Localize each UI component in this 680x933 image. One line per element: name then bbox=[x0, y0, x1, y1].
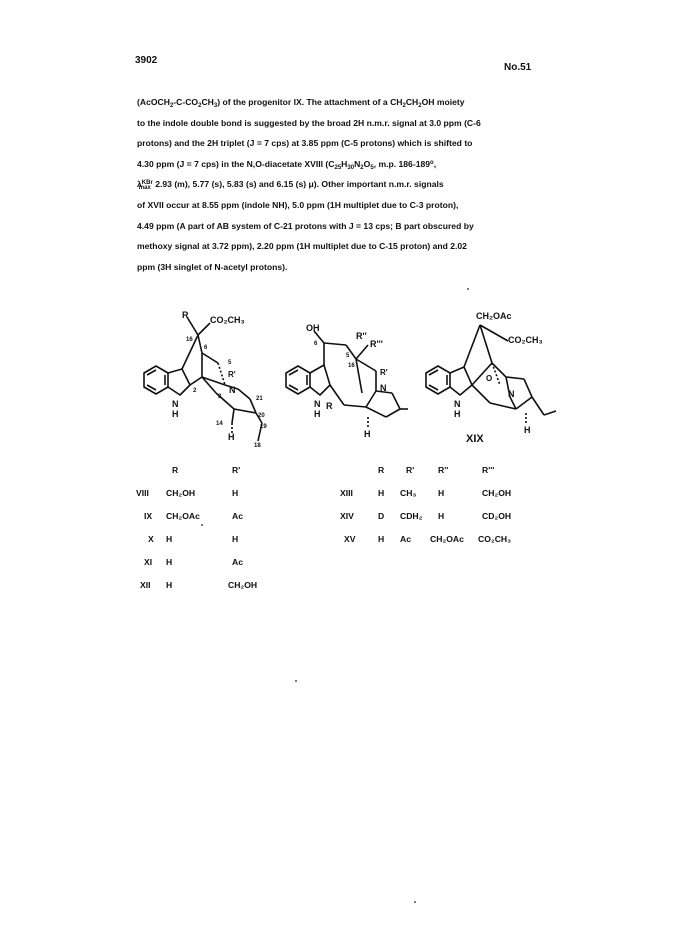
cell-r-prime: Ac bbox=[232, 557, 243, 567]
label-nh: N bbox=[454, 399, 461, 409]
text-run: protons) and the 2H triplet (J = 7 cps) at 3.85 ppm (C-5 protons) which is shifted to bbox=[137, 138, 473, 149]
label-h: H bbox=[314, 409, 321, 419]
cell-r-prime: CH₃ bbox=[400, 488, 417, 498]
text-line bbox=[137, 174, 557, 195]
atom-6: 6 bbox=[204, 345, 208, 351]
cell-r: CH₂OAc bbox=[166, 511, 200, 521]
label-r-double: R'' bbox=[356, 331, 367, 341]
cell-r-triple: CH₂OH bbox=[482, 488, 512, 498]
label-r: R bbox=[182, 310, 189, 320]
label-n1: N bbox=[172, 399, 179, 409]
label-h-bottom: H bbox=[364, 429, 371, 439]
label-n4: N bbox=[508, 389, 515, 399]
superscript: o bbox=[430, 159, 434, 166]
cell-r: CH₂OH bbox=[166, 488, 196, 498]
cell-r: H bbox=[378, 534, 385, 544]
text-run: N bbox=[354, 158, 361, 169]
structure-left-labels bbox=[172, 310, 267, 449]
compound-id: XI bbox=[144, 557, 153, 567]
atom-21: 21 bbox=[256, 396, 263, 402]
text-run: (AcOCH bbox=[137, 97, 170, 107]
compound-id: XIII bbox=[340, 488, 353, 498]
subscript: 5 bbox=[370, 164, 374, 171]
label-co2ch3: CO₂CH₃ bbox=[508, 335, 543, 345]
cell-r: H bbox=[166, 534, 173, 544]
stray-dot bbox=[414, 901, 416, 903]
table-right bbox=[338, 465, 558, 555]
label-h1: H bbox=[172, 409, 179, 419]
label-ch2oac: CH₂OAc bbox=[476, 311, 512, 321]
subscript: 2 bbox=[402, 103, 406, 109]
text-line bbox=[137, 236, 557, 257]
compound-label-xix: XIX bbox=[466, 433, 484, 445]
text-line bbox=[137, 257, 557, 278]
cell-r-double: CH₂OAc bbox=[430, 534, 464, 544]
lambda-subscript: max bbox=[138, 185, 151, 192]
structure-middle bbox=[286, 331, 408, 427]
atom-2: 2 bbox=[193, 388, 197, 394]
atom-3: 3 bbox=[218, 394, 222, 400]
stray-dot bbox=[201, 524, 203, 526]
label-n4: N bbox=[229, 385, 236, 395]
chemical-structures bbox=[130, 305, 560, 460]
body-text bbox=[137, 92, 557, 277]
atom-14: 14 bbox=[216, 421, 223, 427]
table-right-header bbox=[338, 465, 558, 479]
cell-r-triple: CO₂CH₃ bbox=[478, 534, 512, 544]
text-run: λ bbox=[137, 179, 142, 190]
text-line bbox=[137, 154, 557, 175]
text-run: methoxy signal at 3.72 ppm), 2.20 ppm (1H multiplet due to C-15 proton) and 2.02 bbox=[137, 241, 467, 252]
cell-r: H bbox=[166, 580, 173, 590]
subscript: 30 bbox=[347, 164, 355, 171]
text-run: 2.93 (m), 5.77 (s), 5.83 (s) and 6.15 (s) μ). Other important n.m.r. signals bbox=[152, 179, 444, 190]
compound-id: XV bbox=[344, 534, 356, 544]
atom-18: 18 bbox=[254, 443, 261, 449]
atom-16: 16 bbox=[348, 363, 355, 369]
text-line bbox=[137, 92, 557, 113]
cell-r: H bbox=[166, 557, 173, 567]
atom-5: 5 bbox=[228, 360, 232, 366]
label-h: H bbox=[454, 409, 461, 419]
text-run: ppm (3H singlet of N-acetyl protons). bbox=[137, 261, 288, 272]
table-left bbox=[130, 465, 310, 595]
compound-id: VIII bbox=[136, 488, 149, 498]
text-line bbox=[137, 113, 557, 134]
subscript: 2 bbox=[169, 103, 174, 109]
cell-r-double: H bbox=[438, 511, 445, 521]
header-r-prime: R' bbox=[232, 465, 241, 475]
table-row bbox=[130, 534, 310, 548]
cell-r-prime: H bbox=[232, 488, 239, 498]
subscript: 25 bbox=[334, 164, 342, 171]
cell-r-double: H bbox=[438, 488, 445, 498]
subscript: 3 bbox=[213, 103, 218, 109]
header-r: R bbox=[172, 465, 179, 475]
text-run: O bbox=[363, 158, 371, 169]
structure-left bbox=[144, 317, 262, 441]
subscript: 2 bbox=[360, 164, 364, 171]
cell-r-prime: CH₂OH bbox=[228, 580, 258, 590]
text-run: H bbox=[341, 158, 348, 169]
text-run: , bbox=[433, 158, 437, 169]
text-run: , m.p. 186-189 bbox=[373, 158, 431, 169]
stray-dot bbox=[295, 680, 297, 682]
cell-r-prime: H bbox=[232, 534, 239, 544]
subscript: 2 bbox=[418, 103, 422, 109]
stray-dot bbox=[467, 288, 469, 290]
cell-r-prime: Ac bbox=[400, 534, 411, 544]
atom-19: 19 bbox=[260, 424, 267, 430]
cell-r: D bbox=[378, 511, 385, 521]
atom-5: 5 bbox=[346, 353, 350, 359]
label-r-prime: R' bbox=[228, 370, 236, 379]
table-left-header bbox=[130, 465, 310, 479]
atom-16: 16 bbox=[186, 337, 193, 343]
text-run: of XVII occur at 8.55 ppm (indole NH), 5.0 ppm (1H multiplet due to C-3 proton), bbox=[137, 199, 459, 210]
cell-r-triple: CD₂OH bbox=[482, 511, 512, 521]
label-co2ch3: CO₂CH₃ bbox=[210, 315, 245, 325]
subscript: 2 bbox=[198, 103, 202, 109]
table-row bbox=[338, 511, 558, 525]
text-run: 4.49 ppm (A part of AB system of C-21 protons with J = 13 cps; B part obscured by bbox=[137, 220, 474, 231]
compound-id: XII bbox=[140, 580, 151, 590]
compound-id: X bbox=[148, 534, 154, 544]
table-row bbox=[130, 580, 310, 594]
text-line bbox=[137, 195, 557, 216]
header-r: R bbox=[378, 465, 385, 475]
structure-right-labels bbox=[454, 311, 543, 445]
table-row bbox=[130, 557, 310, 571]
text-run: CH bbox=[201, 97, 214, 107]
table-row bbox=[130, 488, 310, 502]
header-r-prime: R' bbox=[406, 465, 415, 475]
cell-r: H bbox=[378, 488, 385, 498]
cell-r-prime: CDH₂ bbox=[400, 511, 423, 521]
header-r-triple: R''' bbox=[482, 465, 495, 475]
text-run: to the indole double bond is suggested by the broad 2H n.m.r. signal at 3.0 ppm (C-6 bbox=[137, 117, 481, 128]
atom-6: 6 bbox=[314, 341, 318, 347]
text-run: -C-CO bbox=[173, 97, 199, 107]
label-o: O bbox=[486, 374, 493, 383]
label-h15: H bbox=[228, 432, 235, 442]
label-n4: N bbox=[380, 383, 387, 393]
atom-20: 20 bbox=[258, 413, 265, 419]
journal-number: No.51 bbox=[504, 62, 532, 73]
superscript: KBr bbox=[141, 180, 153, 187]
text-line bbox=[137, 133, 557, 154]
text-run: CH bbox=[405, 97, 419, 107]
label-h-bottom: H bbox=[524, 425, 531, 435]
label-nh: N bbox=[314, 399, 321, 409]
text-run: OH moiety bbox=[421, 97, 465, 107]
compound-id: XIV bbox=[340, 511, 354, 521]
label-oh: OH bbox=[306, 323, 320, 333]
label-r: R bbox=[326, 401, 333, 411]
table-row bbox=[338, 534, 558, 548]
page-number: 3902 bbox=[135, 55, 158, 66]
text-run: ) of the progenitor IX. The attachment of a CH bbox=[217, 97, 403, 107]
text-line bbox=[137, 216, 557, 237]
compound-id: IX bbox=[144, 511, 153, 521]
header-r-double: R'' bbox=[438, 465, 449, 475]
label-r-triple: R''' bbox=[370, 339, 383, 349]
label-r-prime: R' bbox=[380, 368, 388, 377]
cell-r-prime: Ac bbox=[232, 511, 243, 521]
table-row bbox=[338, 488, 558, 502]
table-row bbox=[130, 511, 310, 525]
text-run: 4.30 ppm (J = 7 cps) in the N,O-diacetate XVIII (C bbox=[137, 158, 335, 169]
